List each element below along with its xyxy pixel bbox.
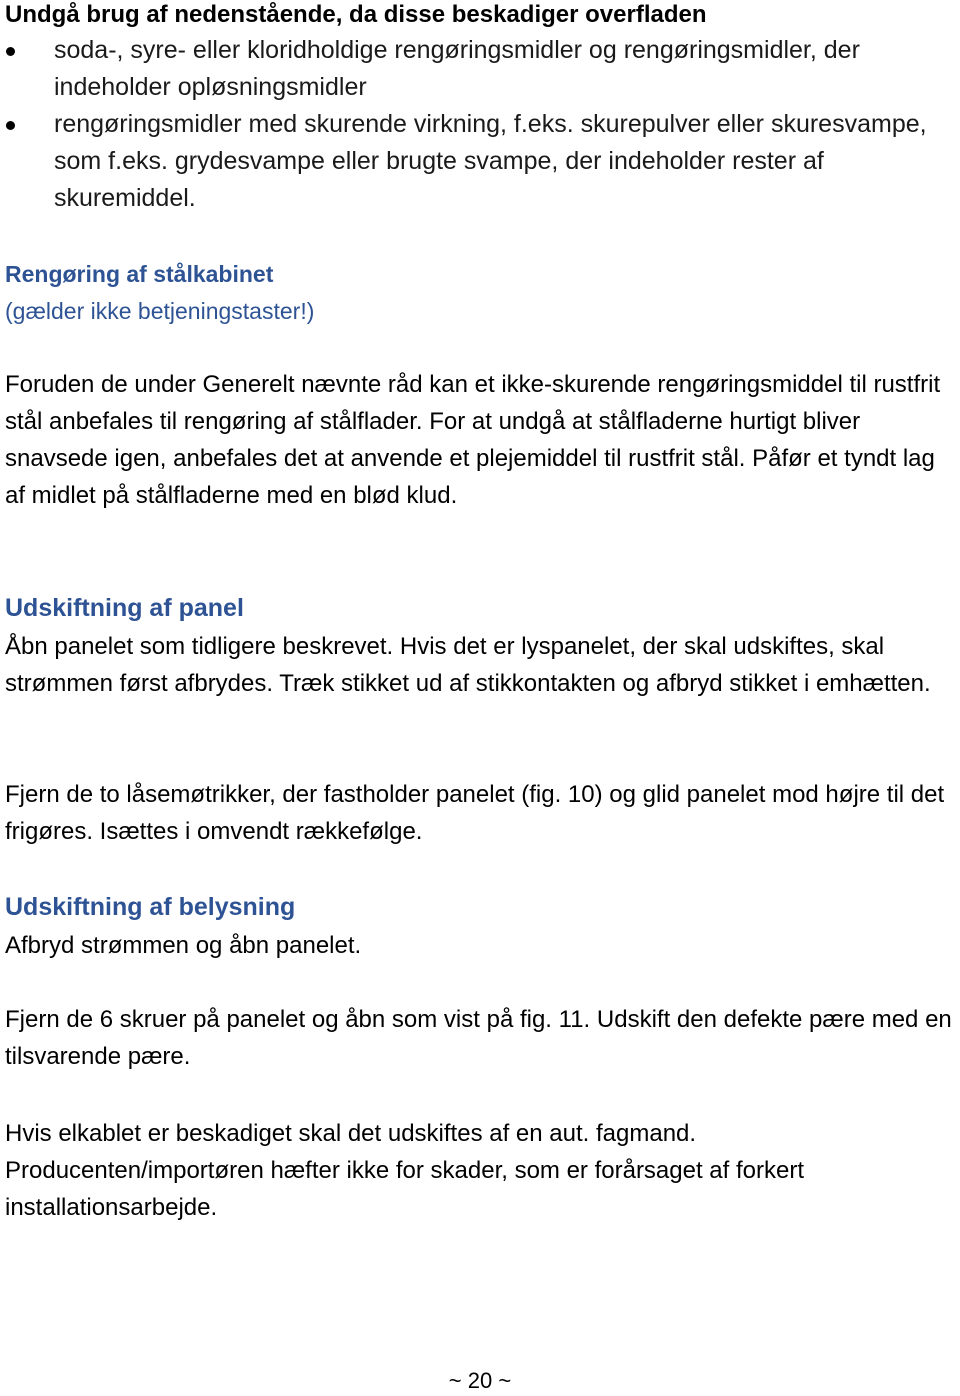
bullet-icon [6, 121, 15, 130]
lighting-heading: Udskiftning af belysning [5, 893, 296, 921]
lighting-paragraph-3: Hvis elkablet er beskadiget skal det udskiftes af en aut. fagmand. Producenten/importøren hæfter ikke for skader, som er forårsaget af forkert installationsarbejde. [5, 1120, 805, 1221]
warning-heading: Undgå brug af nedenstående, da disse beskadiger overfladen [5, 1, 707, 28]
bullet-text: soda-, syre- eller kloridholdige rengøringsmidler og rengøringsmidler, der indeholder opløsningsmidler [54, 36, 860, 101]
lighting-paragraph-1: Afbryd strømmen og åbn panelet. [5, 932, 362, 959]
lighting-paragraph-2: Fjern de 6 skruer på panelet og åbn som vist på fig. 11. Udskift den defekte pære med en tilsvarende pære. [5, 1006, 952, 1070]
warning-bullet-list [0, 32, 960, 217]
steel-heading: Rengøring af stålkabinet [5, 261, 274, 287]
bullet-icon [6, 47, 15, 56]
panel-heading: Udskiftning af panel [5, 594, 244, 622]
steel-subheading: (gælder ikke betjeningstaster!) [5, 298, 315, 324]
panel-paragraph-2: Fjern de to låsemøtrikker, der fastholder panelet (fig. 10) og glid panelet mod højre til det frigøres. Isættes i omvendt rækkefølge. [5, 781, 945, 845]
bullet-text: rengøringsmidler med skurende virkning, f.eks. skurepulver eller skuresvampe, som f.eks. grydesvampe eller brugte svampe, der indeholder rester af skuremiddel. [54, 110, 927, 212]
page-number: ~ 20 ~ [448, 1368, 512, 1393]
list-item [0, 106, 954, 217]
steel-paragraph: Foruden de under Generelt nævnte råd kan et ikke-skurende rengøringsmiddel til rustfrit stål anbefales til rengøring af stålflader. For at undgå at stålfladerne hurtigt bliver snavsede igen, anbefales det at anvende et plejemiddel til rustfrit stål. Påfør et tyndt lag af midlet på stålfladerne med en blød klud. [5, 371, 941, 509]
panel-paragraph-1: Åbn panelet som tidligere beskrevet. Hvis det er lyspanelet, der skal udskiftes, skal strømmen først afbrydes. Træk stikket ud af stikkontakten og afbryd stikket i emhætten. [5, 633, 931, 697]
list-item [0, 32, 954, 106]
